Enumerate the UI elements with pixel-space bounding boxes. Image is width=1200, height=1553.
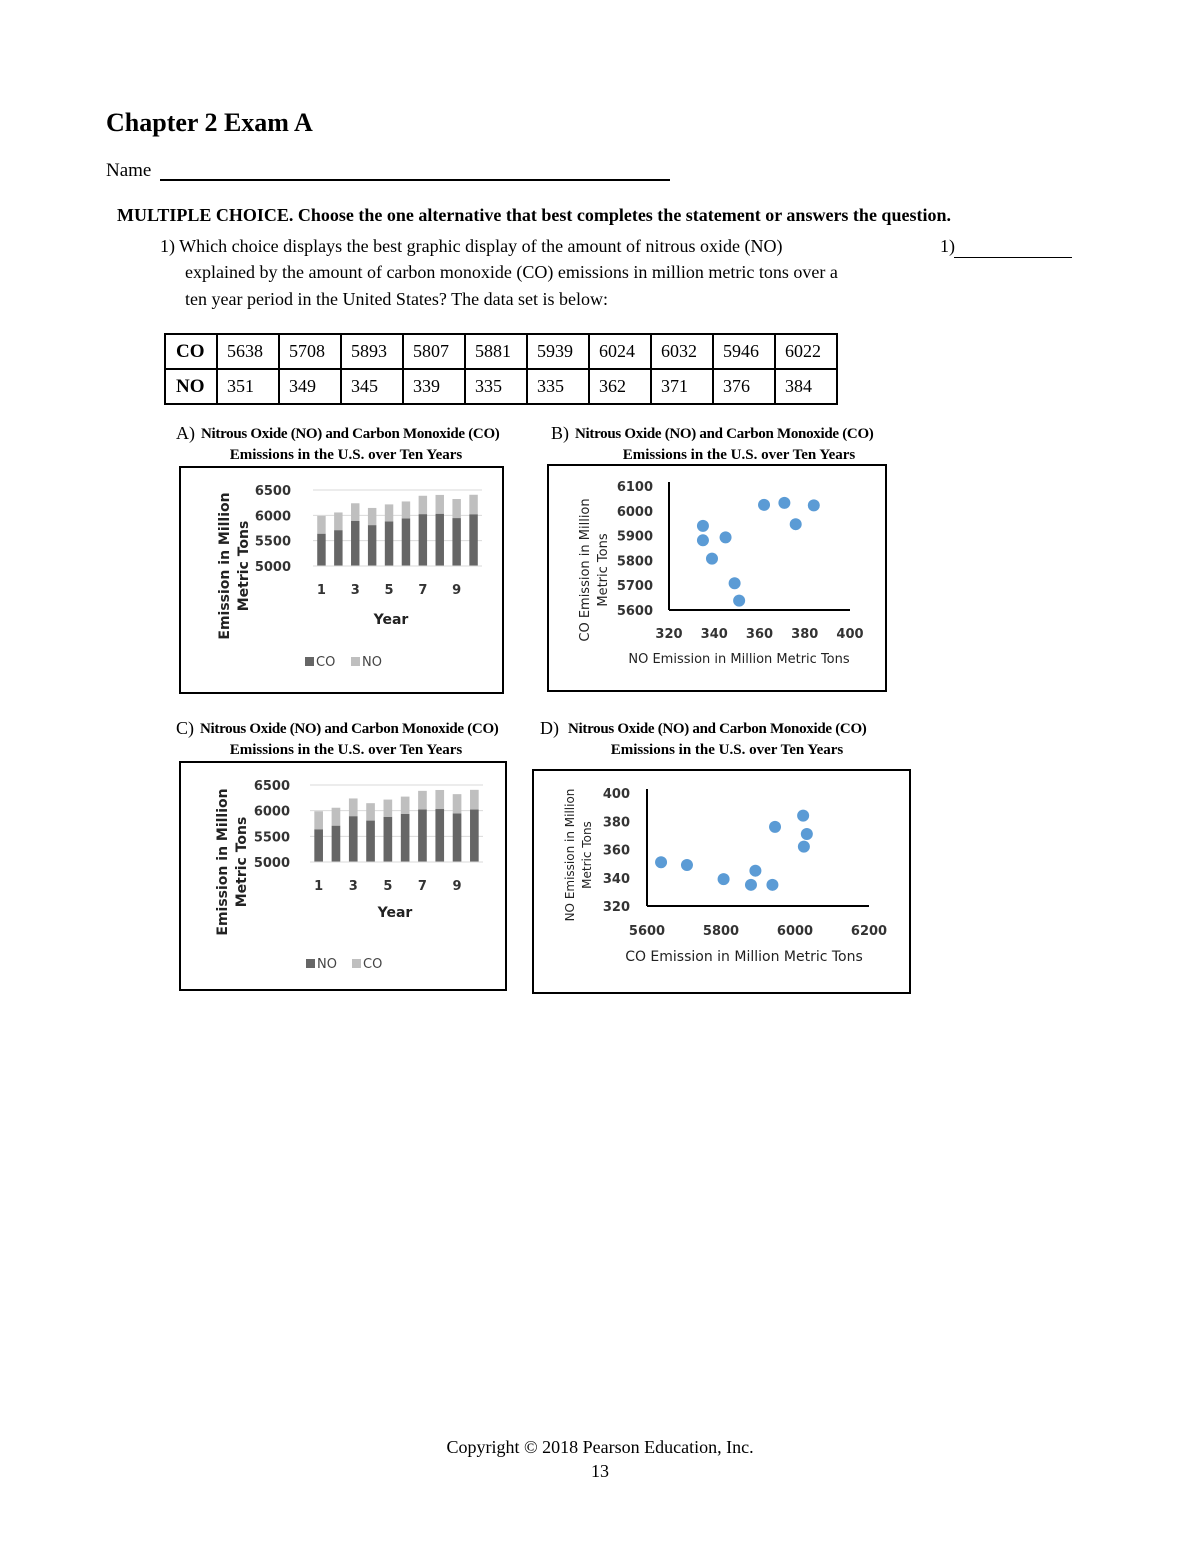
table-cell: 6024 [589, 334, 651, 369]
data-point [790, 518, 802, 530]
table-row-header: NO [165, 369, 217, 404]
bar-no [385, 504, 393, 521]
chart-c-svg [181, 763, 509, 993]
y-tick-label: 5700 [616, 579, 653, 595]
table-cell: 5708 [279, 334, 341, 369]
legend-label-no: NO [362, 655, 382, 670]
x-tick-label: 5 [384, 583, 394, 598]
choice-b-label[interactable]: B) [551, 423, 569, 443]
chart-d-svg [534, 771, 913, 996]
table-cell: 384 [775, 369, 837, 404]
bar-no [470, 810, 479, 862]
bar-no [402, 501, 410, 518]
choice-a-title-2: Emissions in the U.S. over Ten Years [229, 447, 463, 463]
x-tick-label: 6000 [776, 924, 814, 939]
choice-d-title-2: Emissions in the U.S. over Ten Years [610, 742, 844, 758]
legend-swatch-no [306, 959, 315, 968]
data-point [778, 497, 790, 509]
bar-co [385, 521, 393, 566]
bar-no [334, 512, 342, 530]
bar-co [402, 518, 410, 566]
data-point [758, 499, 770, 511]
y-tick-label: 360 [602, 843, 630, 859]
y-axis-title [578, 498, 611, 641]
table-cell: 335 [527, 369, 589, 404]
y-axis-title [217, 492, 252, 639]
y-tick-label: 6100 [616, 480, 653, 495]
x-axis-title: NO Emission in Million Metric Tons [628, 652, 850, 667]
x-tick-label: 7 [417, 879, 427, 894]
y-tick-label: 6000 [253, 804, 290, 820]
table-cell: 5893 [341, 334, 403, 369]
bar-co [401, 797, 410, 814]
bar-no [349, 816, 358, 862]
choice-c-title-2: Emissions in the U.S. over Ten Years [229, 742, 463, 758]
data-point [801, 828, 813, 840]
x-tick-label: 3 [348, 879, 358, 894]
page-title: Chapter 2 Exam A [106, 108, 313, 137]
bar-no [317, 516, 325, 534]
table-cell: 6032 [651, 334, 713, 369]
legend-label-co: CO [363, 957, 383, 972]
bar-co [332, 808, 341, 826]
bar-co [349, 798, 358, 816]
x-tick-label: 6200 [850, 924, 888, 939]
y-axis-title-line: Emission in Million [215, 788, 231, 936]
data-point [706, 553, 718, 565]
x-axis-title: Year [377, 905, 413, 921]
bar-co [418, 791, 427, 810]
x-tick-label: 340 [700, 627, 728, 642]
y-tick-label: 5000 [254, 560, 291, 575]
bar-co [384, 800, 393, 817]
y-tick-label: 6000 [254, 509, 291, 525]
y-tick-label: 340 [602, 871, 630, 887]
choice-b-title-2: Emissions in the U.S. over Ten Years [622, 447, 856, 463]
x-tick-label: 1 [316, 583, 326, 598]
table-cell: 5881 [465, 334, 527, 369]
legend-swatch-no [351, 657, 360, 666]
instructions: MULTIPLE CHOICE. Choose the one alternative that best completes the statement or answers the question. [117, 205, 951, 225]
bar-co [469, 514, 477, 566]
y-tick-label: 320 [602, 900, 630, 915]
table-row-no [165, 369, 837, 404]
choice-c-label[interactable]: C) [176, 718, 194, 738]
question-line-1: 1) Which choice displays the best graphic display of the amount of nitrous oxide (NO) [160, 236, 783, 256]
y-axis-title-line: Metric Tons [234, 816, 250, 908]
bar-co [453, 794, 462, 813]
y-tick-label: 380 [602, 815, 630, 831]
x-tick-label: 360 [745, 627, 774, 642]
choice-d-label[interactable]: D) [540, 718, 559, 738]
data-point [798, 841, 810, 853]
data-point [797, 810, 809, 822]
x-tick-label: 5600 [628, 924, 666, 939]
bar-co [435, 790, 444, 809]
chart-b-svg [549, 466, 889, 694]
bar-no [314, 829, 323, 862]
bar-no [401, 814, 410, 862]
bar-no [435, 809, 444, 862]
table-cell: 345 [341, 369, 403, 404]
y-axis-title-line: Metric Tons [580, 821, 594, 889]
bar-no [453, 813, 462, 862]
bar-co [351, 521, 359, 566]
y-tick-label: 5500 [253, 830, 290, 846]
table-cell: 6022 [775, 334, 837, 369]
choice-b-title-1: Nitrous Oxide (NO) and Carbon Monoxide (CO) [575, 426, 874, 442]
table-cell: 349 [279, 369, 341, 404]
bar-no [469, 495, 477, 514]
table-cell: 371 [651, 369, 713, 404]
y-axis-title-line: NO Emission in Million [563, 788, 577, 922]
x-tick-label: 1 [314, 879, 324, 894]
x-tick-label: 7 [418, 583, 428, 598]
x-tick-label: 5800 [702, 924, 740, 939]
bar-no [384, 817, 393, 862]
legend-label-co: CO [316, 655, 336, 670]
legend-swatch-co [305, 657, 314, 666]
table-cell: 5638 [217, 334, 279, 369]
page-number: 13 [591, 1461, 609, 1481]
table-cell: 351 [217, 369, 279, 404]
data-point [733, 595, 745, 607]
table-cell: 376 [713, 369, 775, 404]
y-axis-title [563, 789, 594, 922]
x-tick-label: 380 [791, 627, 819, 642]
y-tick-label: 5800 [616, 554, 653, 570]
bar-no [418, 809, 427, 862]
data-point [745, 879, 757, 891]
data-point [697, 534, 709, 546]
table-cell: 5807 [403, 334, 465, 369]
y-axis-title [215, 788, 250, 935]
legend-label-no: NO [317, 957, 337, 972]
chart-b [547, 464, 887, 692]
chart-a [179, 466, 504, 694]
bar-co [436, 514, 444, 566]
y-tick-label: 5600 [616, 604, 653, 619]
data-point [697, 520, 709, 532]
bar-co [317, 534, 325, 566]
bar-no [452, 499, 460, 518]
y-tick-label: 5500 [254, 534, 291, 550]
table-row-header: CO [165, 334, 217, 369]
bar-no [368, 508, 376, 525]
bar-co [334, 530, 342, 566]
bar-co [470, 790, 479, 810]
legend-swatch-co [352, 959, 361, 968]
answer-label: 1) [940, 236, 955, 256]
y-axis-title-line: CO Emission in Million [578, 498, 593, 642]
choice-d-title-1: Nitrous Oxide (NO) and Carbon Monoxide (CO) [568, 721, 867, 737]
data-point [720, 531, 732, 543]
choice-a-title-1: Nitrous Oxide (NO) and Carbon Monoxide (CO) [201, 426, 500, 442]
name-field-line[interactable] [160, 179, 670, 181]
data-point [749, 865, 761, 877]
y-tick-label: 6000 [616, 504, 653, 520]
x-tick-label: 5 [383, 879, 393, 894]
chart-a-svg [181, 468, 506, 696]
bar-no [419, 496, 427, 514]
bar-co [452, 518, 460, 566]
bar-co [368, 525, 376, 566]
table-cell: 339 [403, 369, 465, 404]
bar-co [366, 803, 375, 820]
x-tick-label: 400 [836, 627, 864, 642]
question-line-2: explained by the amount of carbon monoxide (CO) emissions in million metric tons over a [185, 262, 838, 282]
x-tick-label: 9 [452, 583, 462, 598]
y-axis-title-line: Metric Tons [596, 533, 611, 607]
data-point [766, 879, 778, 891]
choice-c-title-1: Nitrous Oxide (NO) and Carbon Monoxide (CO) [200, 721, 499, 737]
data-point [808, 499, 820, 511]
data-point [769, 821, 781, 833]
table-cell: 5946 [713, 334, 775, 369]
chart-d [532, 769, 911, 994]
table-cell: 362 [589, 369, 651, 404]
x-tick-label: 320 [655, 627, 683, 642]
chart-c [179, 761, 507, 991]
data-point [729, 577, 741, 589]
bar-no [332, 826, 341, 862]
copyright-footer: Copyright © 2018 Pearson Education, Inc. [446, 1437, 754, 1457]
data-point [681, 859, 693, 871]
bar-no [351, 503, 359, 520]
data-point [655, 856, 667, 868]
y-axis-title-line: Metric Tons [236, 520, 252, 612]
answer-field-line[interactable] [954, 257, 1072, 258]
y-tick-label: 5000 [253, 856, 290, 871]
bar-co [314, 811, 323, 829]
bar-co [419, 514, 427, 566]
x-tick-label: 3 [350, 583, 360, 598]
y-tick-label: 6500 [254, 484, 291, 499]
bar-no [436, 495, 444, 514]
table-cell: 5939 [527, 334, 589, 369]
name-label: Name [106, 160, 152, 181]
y-tick-label: 400 [602, 787, 630, 802]
data-point [718, 873, 730, 885]
y-tick-label: 5900 [616, 529, 653, 545]
data-table [164, 333, 838, 405]
question-line-3: ten year period in the United States? The data set is below: [185, 289, 609, 309]
x-axis-title: CO Emission in Million Metric Tons [625, 949, 863, 965]
y-axis-title-line: Emission in Million [217, 492, 233, 640]
choice-a-label[interactable]: A) [176, 423, 195, 443]
bar-no [366, 821, 375, 862]
x-axis-title: Year [373, 612, 409, 628]
y-tick-label: 6500 [253, 779, 290, 794]
table-cell: 335 [465, 369, 527, 404]
table-row-co [165, 334, 837, 369]
x-tick-label: 9 [452, 879, 462, 894]
